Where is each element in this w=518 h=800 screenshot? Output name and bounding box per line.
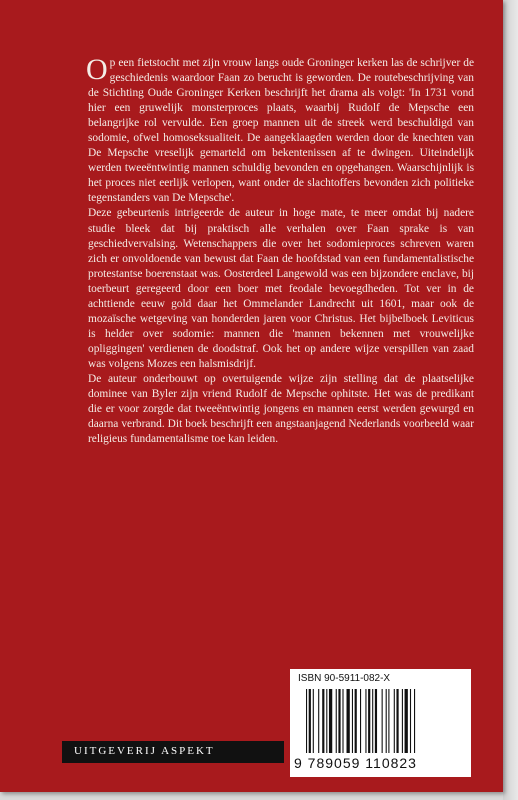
barcode-icon xyxy=(304,689,462,753)
blurb-text xyxy=(86,53,474,447)
blurb-paragraph-3: De auteur onderbouwt op overtuigende wijze zijn stelling dat de plaatselijke dominee van Byler zijn vriend Rudolf de Mepsche ophitste. Het was de predikant die er voor zorgde dat tweeëntwintig jongens en mannen eerst werden gewurgd en daarna verbrand. Dit boek beschrijft een angstaanjagend Nederlands voorbeeld waar religieus fundamentalisme toe kan leiden. xyxy=(88,372,474,446)
barcode-digits: 9 789059 110823 xyxy=(294,755,417,771)
publisher-name: UITGEVERIJ ASPEKT xyxy=(74,745,215,757)
isbn-barcode-box xyxy=(290,669,471,777)
page-edge xyxy=(503,0,518,800)
isbn-label: ISBN 90-5911-082-X xyxy=(298,673,391,684)
blurb-paragraph-1: Op een fietstocht met zijn vrouw langs oude Groninger kerken las de schrijver de geschiedenis waardoor Faan zo berucht is geworden. De routebeschrijving van de Stichting Oude Groninger Kerken beschrijft het drama als volgt: 'In 1731 vond hier een gruwelijk monsterproces plaats, waarbij Rudolf de Mepsche een belangrijke rol vervulde. Een groep mannen uit de streek werd beschuldigd van sodomie, ofwel homoseksualiteit. De aangeklaagden werden door de knechten van De Mepsche vreselijk gemarteld om bekentenissen af te dwingen. Uiteindelijk werden tweeëntwintig mannen schuldig bevonden en opgehangen. Waarschijnlijk is het proces niet eerlijk verlopen, want onder de slachtoffers bevonden zich politieke tegenstanders van De Mepsche'. xyxy=(86,53,474,205)
publisher-band xyxy=(62,741,284,763)
drop-cap: O xyxy=(86,53,108,86)
blurb-paragraph-2: Deze gebeurtenis intrigeerde de auteur in hoge mate, te meer omdat bij nadere studie bleek dat bij praktisch alle verhalen over Faan sprake is van geschiedvervalsing. Wetenschappers die over het sodomieproces schreven waren zich er onvoldoende van bewust dat Faan de hoofdstad van een fundamentalistische protestantse boerenstaat was. Oosterdeel Langewold was een bijzondere enclave, bij toerbeurt geregeerd door een boer met feodale bevoegdheden. Tot ver in de achttiende eeuw gold daar het Ommelander Landrecht uit 1601, maar ook de mozaïsche wetgeving van honderden jaren voor Christus. Het bijbelboek Leviticus is helder over sodomie: mannen die 'mannen bekennen met vrouwelijke opliggingen' verdienen de doodstraf. Ook het op andere wijze verspillen van zaad was volgens Mozes een halsmisdrijf. xyxy=(88,207,474,370)
